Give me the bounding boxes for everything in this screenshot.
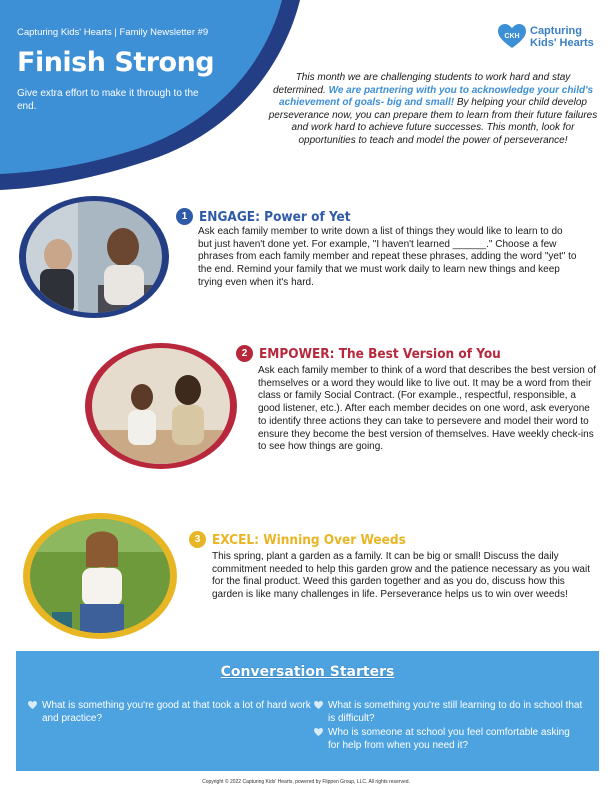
engage-photo bbox=[18, 195, 170, 319]
copyright-footer: Copyright © 2022 Capturing Kids' Hearts, powered by Flippen Group, LLC. All rights reserved. bbox=[202, 779, 410, 785]
logo-text bbox=[530, 25, 594, 49]
heart-logo-icon bbox=[498, 24, 526, 50]
intro-text-2: By helping your child develop perseverance now, you can prepare them to learn from their future failures and work hard to achieve future successes. This month, look for opportunities to teach and model the power of perseverance! bbox=[268, 97, 598, 146]
page-title: Finish Strong bbox=[17, 47, 215, 78]
question-item bbox=[314, 700, 584, 725]
heart-bullet-icon bbox=[314, 728, 323, 736]
excel-photo bbox=[22, 512, 178, 640]
section-number-badge: 2 bbox=[236, 345, 253, 362]
section-excel-body: This spring, plant a garden as a family. It can be big or small! Discuss the daily commitment needed to help this garden grow and the patience necessary as you wait for the final product. Weed this garden together and as you do, discuss how this garden is like many challenges in life. Perseverance helps us to win over weeds! bbox=[212, 551, 590, 601]
conversation-starters-box bbox=[16, 651, 599, 771]
section-title: ENGAGE: Power of Yet bbox=[199, 208, 351, 225]
heart-bullet-icon bbox=[314, 701, 323, 709]
newsletter-series-label: Capturing Kids' Hearts | Family Newsletter #9 bbox=[17, 27, 209, 38]
intro-text-1: This month we are challenging students to work hard and stay determined. bbox=[272, 72, 571, 96]
conversation-starters-title: Conversation Starters bbox=[220, 664, 395, 680]
question-text: What is something you're still learning to do in school that is difficult? bbox=[328, 700, 583, 724]
empower-photo bbox=[84, 342, 238, 470]
section-engage-heading bbox=[176, 208, 351, 225]
section-empower-body: Ask each family member to think of a word that describes the best version of themselves or a word they would like to live out. It may be a word from their class or family Social Contract. (For example., respectful, responsible, a good listener, etc.). After each member decides on one word, ask everyone to identify three actions they can take to persevere and model their word to ensure they become the best version of themselves. Have weekly check-ins to see how things are going. bbox=[258, 365, 596, 453]
section-number-badge: 3 bbox=[189, 531, 206, 548]
logo-line-2: Kids' Hearts bbox=[530, 37, 594, 49]
logo-line-1: Capturing bbox=[530, 25, 582, 37]
section-number-badge: 1 bbox=[176, 208, 193, 225]
logo-emblem-text: CKH bbox=[504, 33, 520, 40]
page-subtitle: Give extra effort to make it through to the end. bbox=[17, 88, 199, 112]
section-title: EMPOWER: The Best Version of You bbox=[259, 345, 501, 362]
intro-highlight: We are partnering with you to acknowledge your child's achievement of goals- big and small! bbox=[279, 84, 594, 108]
heart-bullet-icon bbox=[28, 701, 37, 709]
section-empower-heading bbox=[236, 345, 501, 362]
intro-paragraph bbox=[268, 72, 598, 147]
section-excel-heading bbox=[189, 531, 406, 548]
question-item bbox=[314, 727, 584, 752]
section-engage-body: Ask each family member to write down a list of things they would like to learn to do but just haven't done yet. For example, "I haven't learned ______." Choose a few phrases from each family member and repeat these phrases, adding the word "yet" to the end. Remind your family that we must work daily to learn new things and keep trying even when it's hard. bbox=[198, 226, 577, 288]
question-text: Who is someone at school you feel comfortable asking for help from when you need it? bbox=[328, 727, 570, 751]
section-title: EXCEL: Winning Over Weeds bbox=[212, 531, 406, 548]
brand-logo bbox=[498, 24, 600, 54]
question-text: What is something you're good at that took a lot of hard work and practice? bbox=[42, 700, 311, 724]
question-item bbox=[28, 700, 311, 725]
